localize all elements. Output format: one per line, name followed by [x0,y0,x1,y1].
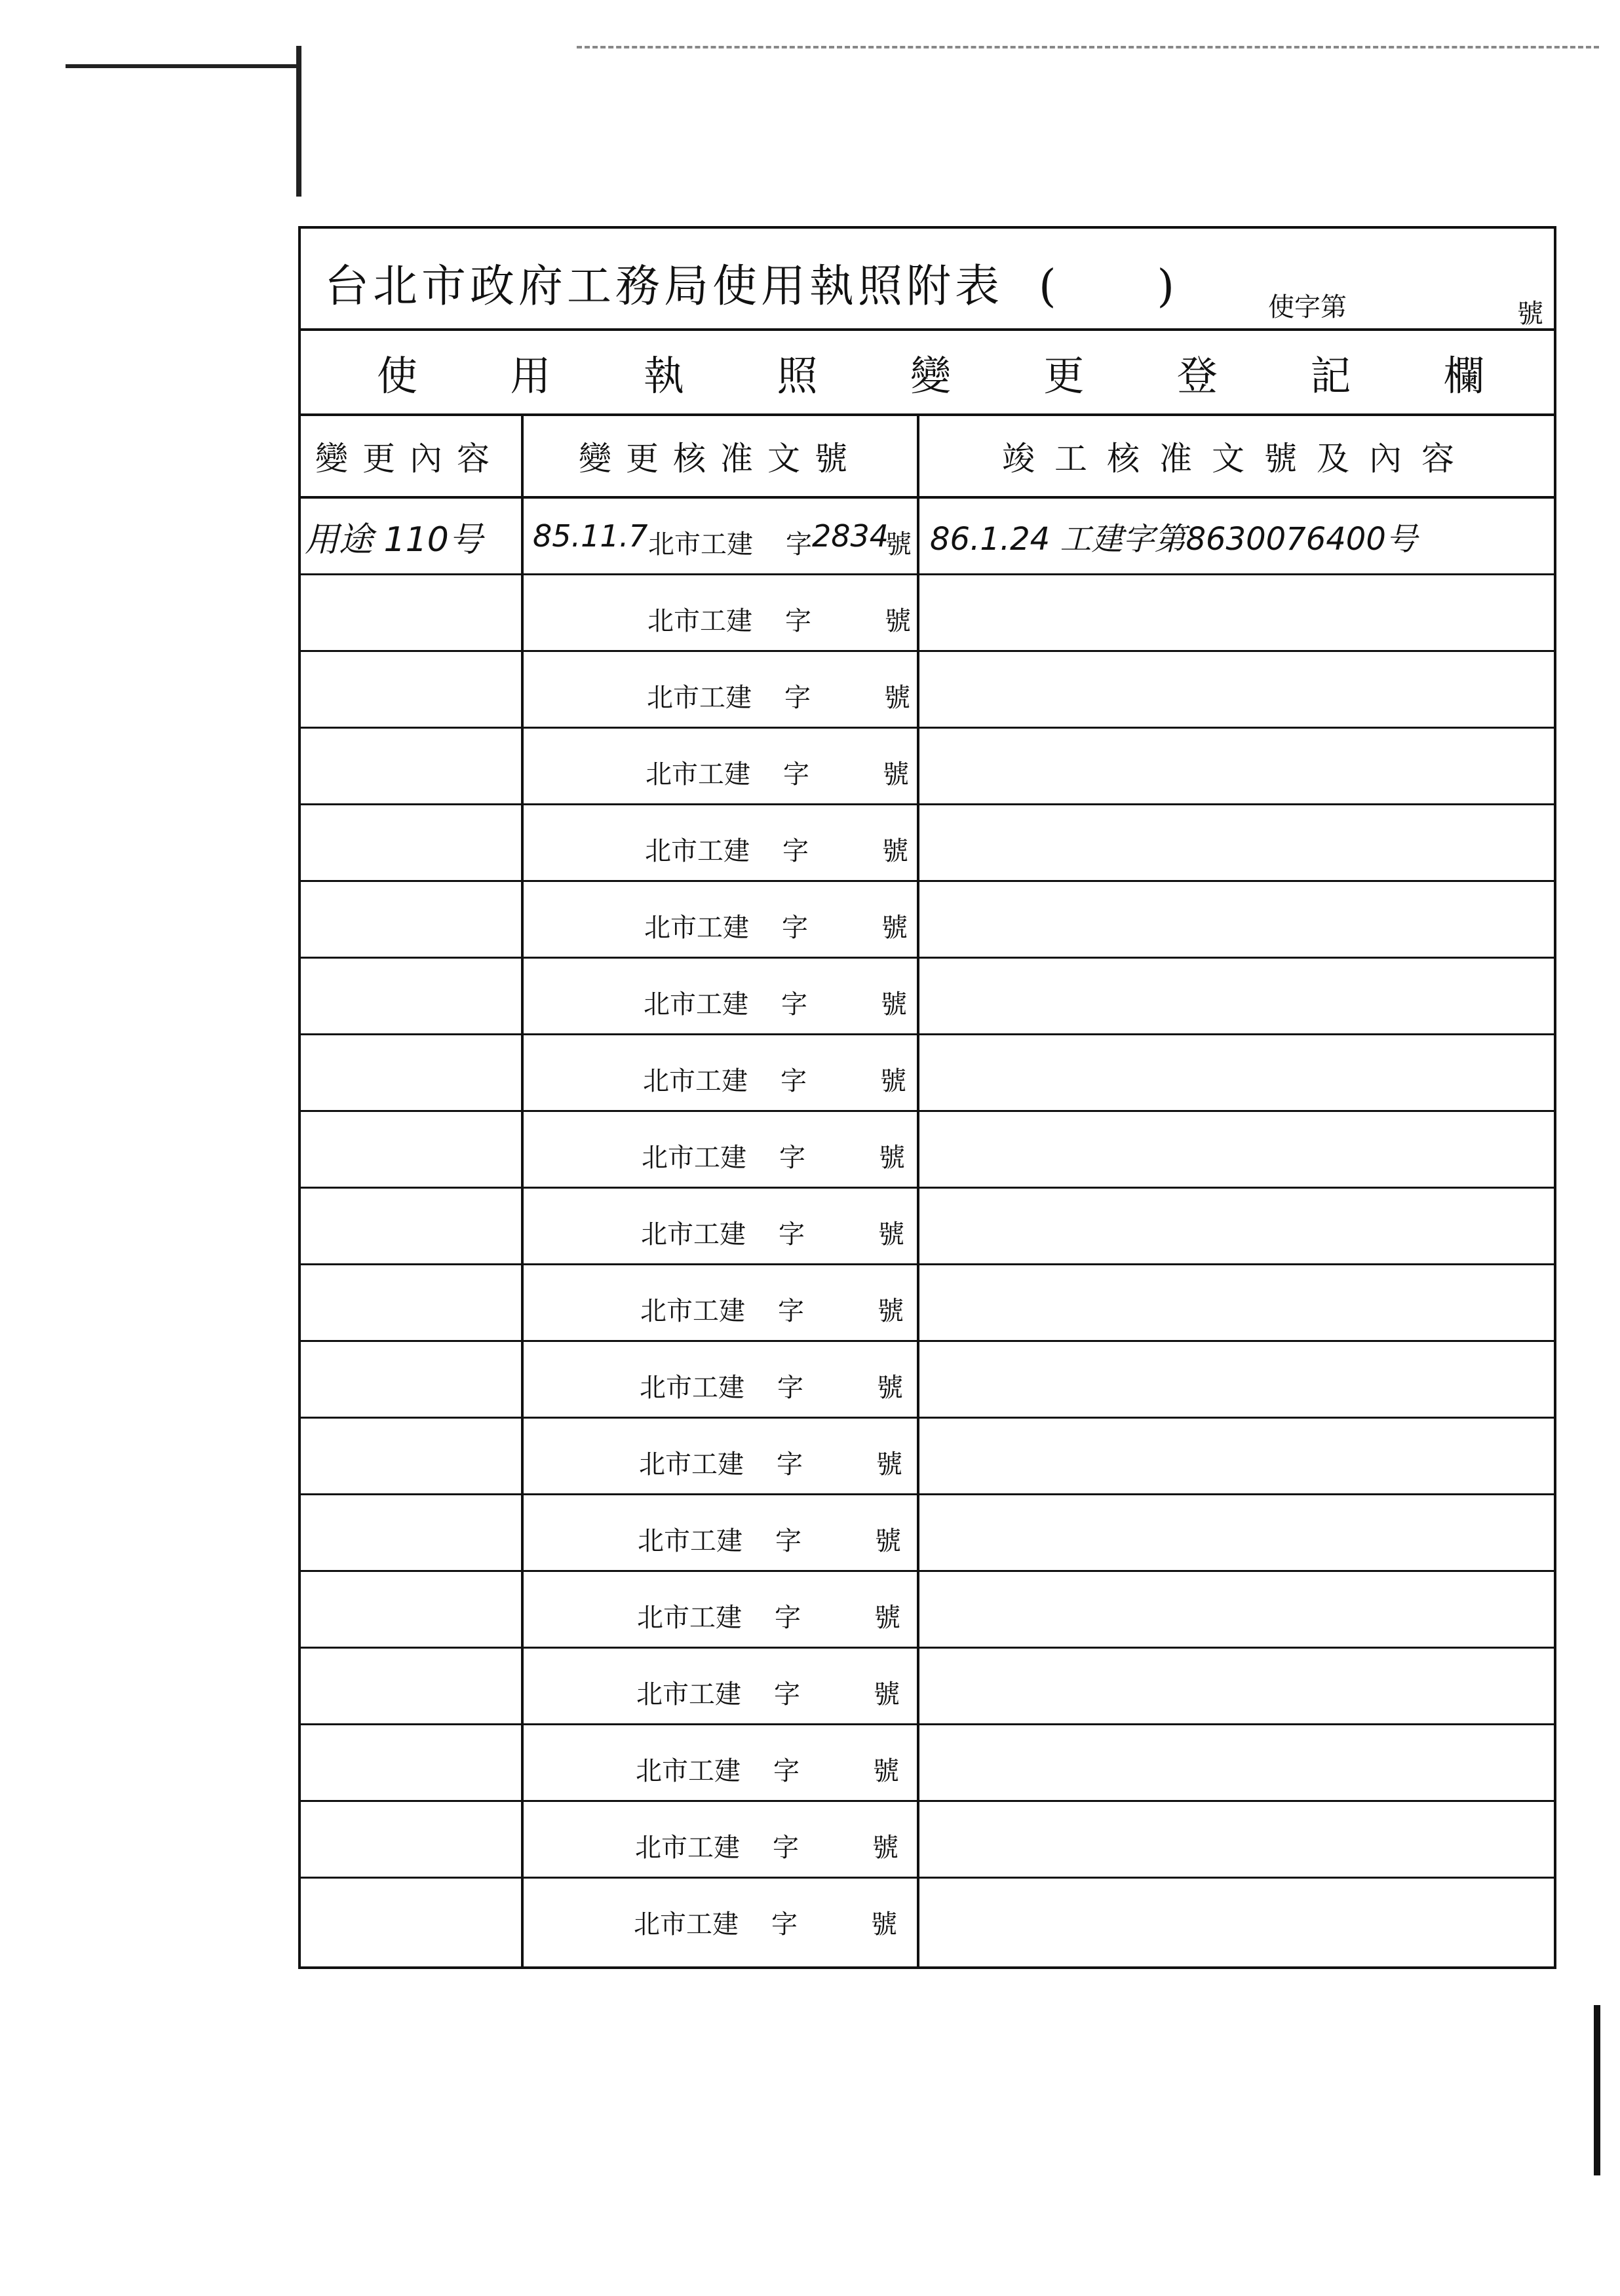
approval-hao-label: 號 [881,989,907,1020]
approval-hao-label: 號 [881,913,908,943]
approval-number: 2834 [812,518,889,554]
completion-approval-cell [919,805,1556,880]
approval-office: 北市工建 [636,1679,741,1710]
change-content-cell [298,805,521,880]
section-title-char: 變 [910,351,951,400]
approval-hao-label: 號 [880,1066,906,1096]
change-approval-cell [524,1725,917,1800]
change-content-cell [298,575,521,650]
change-approval-cell [524,1419,917,1493]
change-approval-cell [524,652,917,727]
approval-hao-label: 號 [885,606,911,636]
approval-office: 北市工建 [644,913,749,943]
table-row [298,499,1556,575]
approval-hao-label: 號 [878,1219,904,1250]
approval-hao-label: 號 [878,1296,904,1326]
approval-hao-label: 號 [885,529,912,560]
table-row [298,575,1556,652]
change-approval-cell [524,1572,917,1647]
approval-office: 北市工建 [645,836,750,866]
table-row [298,1265,1556,1342]
table-row [298,1419,1556,1495]
change-content-cell [298,1189,521,1263]
section-title-row [298,331,1556,416]
change-content-cell [298,959,521,1033]
approval-zi-label: 字 [775,1526,801,1556]
header-completion-approval: 竣工核准文號及內容 [1002,440,1474,478]
table-row [298,1035,1556,1112]
change-content-cell [298,1495,521,1570]
approval-zi-label: 字 [771,1909,798,1940]
approval-zi-label: 字 [784,683,811,713]
approval-hao-label: 號 [872,1833,898,1863]
approval-zi-label: 字 [773,1833,799,1863]
table-row [298,805,1556,882]
completion-approval-cell [919,1342,1556,1417]
table-row [298,1189,1556,1265]
section-title-char: 用 [510,351,551,400]
approval-office: 北市工建 [636,1756,741,1786]
change-content-cell [298,1879,521,1953]
change-approval-cell [524,1189,917,1263]
approval-office: 北市工建 [639,1449,744,1480]
table-row [298,1649,1556,1725]
approval-office: 北市工建 [634,1909,739,1940]
approval-zi-label: 字 [782,913,808,943]
change-content-cell [298,1725,521,1800]
approval-office: 北市工建 [646,759,750,790]
change-content-cell: 用途 110号 [305,520,483,560]
completion-approval-cell [919,729,1556,803]
column-header-row [298,416,1556,499]
scan-edge-mark-right [1594,2005,1600,2175]
completion-approval-cell [919,1649,1556,1723]
header-change-content: 變更內容 [315,440,504,478]
approval-office: 北市工建 [648,529,753,560]
change-approval-cell [524,805,917,880]
change-approval-cell [524,1342,917,1417]
change-content-cell [298,882,521,957]
change-content-cell [298,652,521,727]
table-row [298,652,1556,729]
approval-office: 北市工建 [640,1296,745,1326]
table-row [298,1495,1556,1572]
table-row [298,882,1556,959]
scan-edge-mark-vertical [296,46,301,197]
table-row [298,1725,1556,1802]
change-approval-cell [524,1495,917,1570]
approval-zi-label: 字 [781,989,807,1020]
change-approval-cell [524,1879,917,1953]
approval-date: 85.11.7 [533,518,648,554]
approval-office: 北市工建 [640,1373,744,1403]
approval-zi-label: 字 [785,606,811,636]
approval-zi-label: 字 [775,1603,801,1633]
approval-hao-label: 號 [874,1679,900,1710]
change-content-cell [298,1035,521,1110]
completion-approval-cell [919,1035,1556,1110]
section-title-char: 使 [377,351,418,400]
completion-approval-cell [919,1265,1556,1340]
completion-approval-cell [919,959,1556,1033]
section-title-char: 照 [777,351,818,400]
completion-approval-cell [919,882,1556,957]
change-content-cell [298,1265,521,1340]
approval-zi-label: 字 [774,1679,800,1710]
approval-zi-label: 字 [779,1143,805,1173]
permit-appendix-form [298,226,1556,1969]
change-approval-cell [524,1649,917,1723]
change-content-cell [298,1112,521,1187]
completion-approval-cell [919,1495,1556,1570]
registration-rows [298,499,1556,1955]
title-row [298,226,1556,331]
approval-office: 北市工建 [641,1219,746,1250]
approval-zi-label: 字 [783,759,809,790]
approval-zi-label: 字 [779,1219,805,1250]
scan-dashed-edge [577,46,1599,48]
completion-approval-cell [919,1879,1556,1953]
completion-approval-cell [919,1112,1556,1187]
approval-office: 北市工建 [637,1603,742,1633]
approval-hao-label: 號 [876,1449,902,1480]
header-change-approval: 變更核准文號 [579,440,862,478]
change-content-cell [298,729,521,803]
approval-office: 北市工建 [635,1833,740,1863]
completion-approval-cell: 86.1.24 工建字第8630076400号 [930,520,1418,558]
table-row [298,1342,1556,1419]
approval-hao-label: 號 [883,759,909,790]
change-content-cell [298,1572,521,1647]
approval-hao-label: 號 [884,683,910,713]
table-row [298,1802,1556,1879]
table-row [298,1112,1556,1189]
change-content-cell [298,1649,521,1723]
approval-zi-label: 字 [781,1066,807,1096]
completion-approval-cell [919,1419,1556,1493]
form-title: 台北市政府工務局使用執照附表 [324,261,1004,313]
section-title-char: 執 [643,351,684,400]
approval-office: 北市工建 [643,1066,748,1096]
approval-hao-label: 號 [877,1373,903,1403]
change-content-cell [298,1802,521,1877]
completion-approval-cell [919,575,1556,650]
change-approval-cell [524,499,917,573]
completion-approval-cell [919,1725,1556,1800]
section-title-char: 記 [1310,351,1351,400]
change-approval-cell [524,729,917,803]
section-title-char: 欄 [1443,351,1484,400]
table-row [298,1879,1556,1955]
change-approval-cell [524,882,917,957]
completion-approval-cell [919,1189,1556,1263]
approval-zi-label: 字 [778,1296,804,1326]
completion-approval-cell [919,1572,1556,1647]
change-approval-cell [524,575,917,650]
approval-hao-label: 號 [875,1526,901,1556]
approval-office: 北市工建 [642,1143,746,1173]
permit-number-prefix: 使字第 [1268,292,1347,322]
form-title-paren: ( ) [1039,261,1179,313]
scan-edge-mark [66,64,301,68]
approval-hao-label: 號 [873,1756,899,1786]
completion-approval-cell [919,652,1556,727]
change-content-cell [298,1419,521,1493]
permit-number-suffix: 號 [1517,299,1543,329]
change-approval-cell [524,1802,917,1877]
change-approval-cell [524,959,917,1033]
approval-office: 北市工建 [644,989,748,1020]
approval-hao-label: 號 [874,1603,900,1633]
approval-hao-label: 號 [879,1143,905,1173]
completion-approval-cell [919,1802,1556,1877]
table-row [298,1572,1556,1649]
section-title-char: 更 [1043,351,1085,400]
approval-zi-label: 字 [773,1756,800,1786]
approval-hao-label: 號 [871,1909,897,1940]
approval-zi-label: 字 [786,529,812,560]
approval-hao-label: 號 [882,836,908,866]
change-content-cell [298,1342,521,1417]
change-approval-cell [524,1035,917,1110]
section-title-char: 登 [1176,351,1218,400]
approval-zi-label: 字 [782,836,809,866]
change-approval-cell [524,1265,917,1340]
table-row [298,959,1556,1035]
table-row [298,729,1556,805]
approval-office: 北市工建 [647,606,752,636]
approval-zi-label: 字 [777,1373,803,1403]
change-approval-cell [524,1112,917,1187]
approval-zi-label: 字 [777,1449,803,1480]
approval-office: 北市工建 [638,1526,742,1556]
approval-office: 北市工建 [647,683,752,713]
